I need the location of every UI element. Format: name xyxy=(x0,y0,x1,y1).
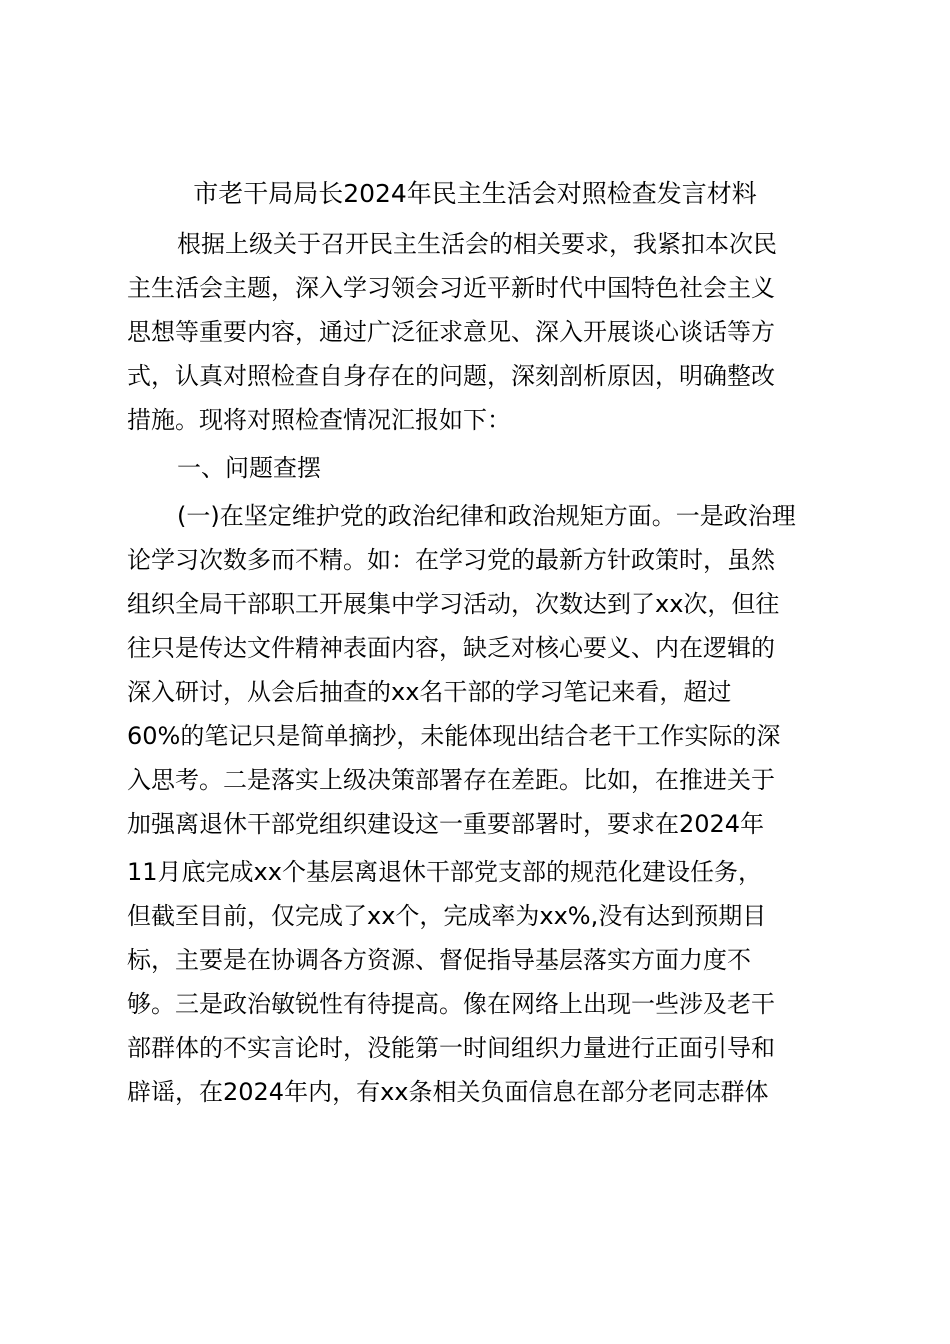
paragraph-line: 60%的笔记只是简单摘抄，未能体现出结合老干工作实际的深 xyxy=(127,722,781,750)
section-heading: 一、问题查摆 xyxy=(177,454,321,482)
paragraph-line: 入思考。二是落实上级决策部署存在差距。比如，在推进关于 xyxy=(127,766,775,794)
paragraph-line: 论学习次数多而不精。如：在学习党的最新方针政策时，虽然 xyxy=(127,546,775,574)
paragraph-line: 主生活会主题，深入学习领会习近平新时代中国特色社会主义 xyxy=(127,274,775,302)
paragraph-line: 组织全局干部职工开展集中学习活动，次数达到了xx次，但往 xyxy=(127,590,780,618)
paragraph-line: 根据上级关于召开民主生活会的相关要求，我紧扣本次民 xyxy=(177,230,777,258)
paragraph-line: (一)在坚定维护党的政治纪律和政治规矩方面。一是政治理 xyxy=(177,502,796,530)
paragraph-line: 辟谣，在2024年内，有xx条相关负面信息在部分老同志群体 xyxy=(127,1078,769,1106)
paragraph-line: 式，认真对照检查自身存在的问题，深刻剖析原因，明确整改 xyxy=(127,362,775,390)
paragraph-line: 标，主要是在协调各方资源、督促指导基层落实方面力度不 xyxy=(127,946,751,974)
paragraph-line: 部群体的不实言论时，没能第一时间组织力量进行正面引导和 xyxy=(127,1034,775,1062)
paragraph-line: 往只是传达文件精神表面内容，缺乏对核心要义、内在逻辑的 xyxy=(127,634,775,662)
paragraph-line: 11月底完成xx个基层离退休干部党支部的规范化建设任务， xyxy=(127,858,762,886)
paragraph-line: 加强离退休干部党组织建设这一重要部署时，要求在2024年 xyxy=(127,810,765,838)
document-title: 市老干局局长2024年民主生活会对照检查发言材料 xyxy=(193,179,757,208)
paragraph-line: 思想等重要内容，通过广泛征求意见、深入开展谈心谈话等方 xyxy=(127,318,775,346)
paragraph-line: 够。三是政治敏锐性有待提高。像在网络上出现一些涉及老干 xyxy=(127,990,775,1018)
paragraph-line: 深入研讨，从会后抽查的xx名干部的学习笔记来看，超过 xyxy=(127,678,732,706)
paragraph-line: 措施。现将对照检查情况汇报如下： xyxy=(127,406,511,434)
paragraph-line: 但截至目前，仅完成了xx个，完成率为xx%,没有达到预期目 xyxy=(127,902,767,930)
